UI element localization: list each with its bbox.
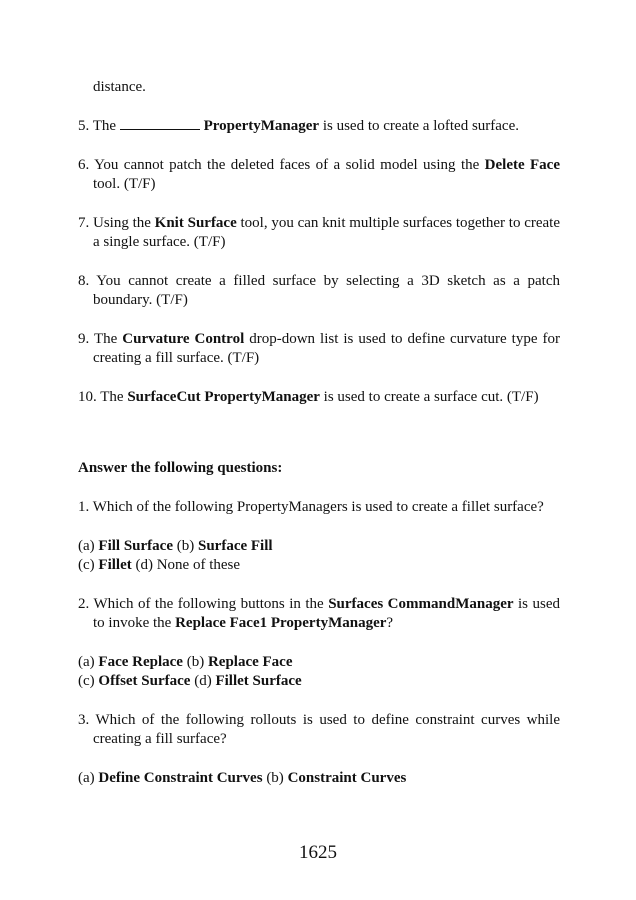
- q5-number: 5. The: [78, 118, 120, 134]
- mq2-bold1: Surfaces CommandManager: [328, 596, 514, 612]
- opt-label: (c): [78, 557, 99, 573]
- continuation-text: distance.: [93, 79, 146, 95]
- opt-label: (a): [78, 654, 99, 670]
- opt-label: (b): [182, 654, 208, 670]
- page-number: 1625: [299, 842, 337, 863]
- q5-rest: is used to create a lofted surface.: [319, 118, 520, 134]
- mc-question-3: 3. Which of the following rollouts is used to define constraint curves while creating a fill surface?: [78, 712, 560, 747]
- opt-label: (d): [190, 673, 216, 689]
- q6-bold: Delete Face: [484, 157, 560, 173]
- opt-label: (a): [78, 770, 99, 786]
- opt-label: (b): [172, 538, 198, 554]
- question-9: [78, 330, 560, 368]
- option-b: Surface Fill: [197, 538, 273, 554]
- q6-pre: 6. You cannot patch the deleted faces of a solid model using the: [78, 157, 485, 173]
- question-10: [78, 388, 560, 407]
- mq2-end: ?: [386, 615, 394, 631]
- mc-question-2: [78, 595, 560, 633]
- q9-bold: Curvature Control: [122, 331, 245, 347]
- mc1-options-row-1: [78, 537, 560, 556]
- section-heading: Answer the following questions:: [78, 460, 283, 476]
- q7-pre: 7. Using the: [78, 215, 155, 231]
- option-c: Fillet: [98, 557, 132, 573]
- q9-pre: 9. The: [78, 331, 123, 347]
- answer-blank: [120, 117, 200, 130]
- page-body: [78, 78, 560, 788]
- question-7: [78, 214, 560, 252]
- mc2-options-row-1: [78, 653, 560, 672]
- mq2-pre: 2. Which of the following buttons in the: [78, 596, 329, 612]
- opt-label: (c): [78, 673, 99, 689]
- option-a: Face Replace: [98, 654, 183, 670]
- mq2-bold2: Replace Face1 PropertyManager: [175, 615, 387, 631]
- opt-label: (b): [262, 770, 288, 786]
- q9-rest: drop-down list is used to define curvature type for creating a fill surface. (T/F): [93, 331, 560, 366]
- mc-question-1: 1. Which of the following PropertyManagers is used to create a fillet surface?: [78, 499, 544, 515]
- option-b: Constraint Curves: [287, 770, 407, 786]
- option-d: (d) None of these: [131, 557, 241, 573]
- mc2-options-row-2: [78, 672, 560, 691]
- q7-bold: Knit Surface: [154, 215, 237, 231]
- option-a: Define Constraint Curves: [98, 770, 263, 786]
- mc3-options-row-1: [78, 769, 560, 788]
- mc1-options-row-2: [78, 556, 560, 575]
- mq2-mid: is used to invoke the: [93, 596, 560, 631]
- option-a: Fill Surface: [98, 538, 173, 554]
- q5-bold: PropertyManager: [203, 118, 320, 134]
- option-d: Fillet Surface: [215, 673, 302, 689]
- question-8: 8. You cannot create a filled surface by selecting a 3D sketch as a patch boundary. (T/F): [78, 273, 560, 308]
- q10-pre: 10. The: [78, 389, 128, 405]
- q6-rest: tool. (T/F): [93, 176, 156, 192]
- option-b: Replace Face: [207, 654, 293, 670]
- opt-label: (a): [78, 538, 99, 554]
- question-6: [78, 156, 560, 194]
- q10-rest: is used to create a surface cut. (T/F): [319, 389, 539, 405]
- option-c: Offset Surface: [98, 673, 191, 689]
- question-5: [78, 117, 560, 136]
- q7-rest: tool, you can knit multiple surfaces together to create a single surface. (T/F): [93, 215, 560, 250]
- q10-bold: SurfaceCut PropertyManager: [127, 389, 320, 405]
